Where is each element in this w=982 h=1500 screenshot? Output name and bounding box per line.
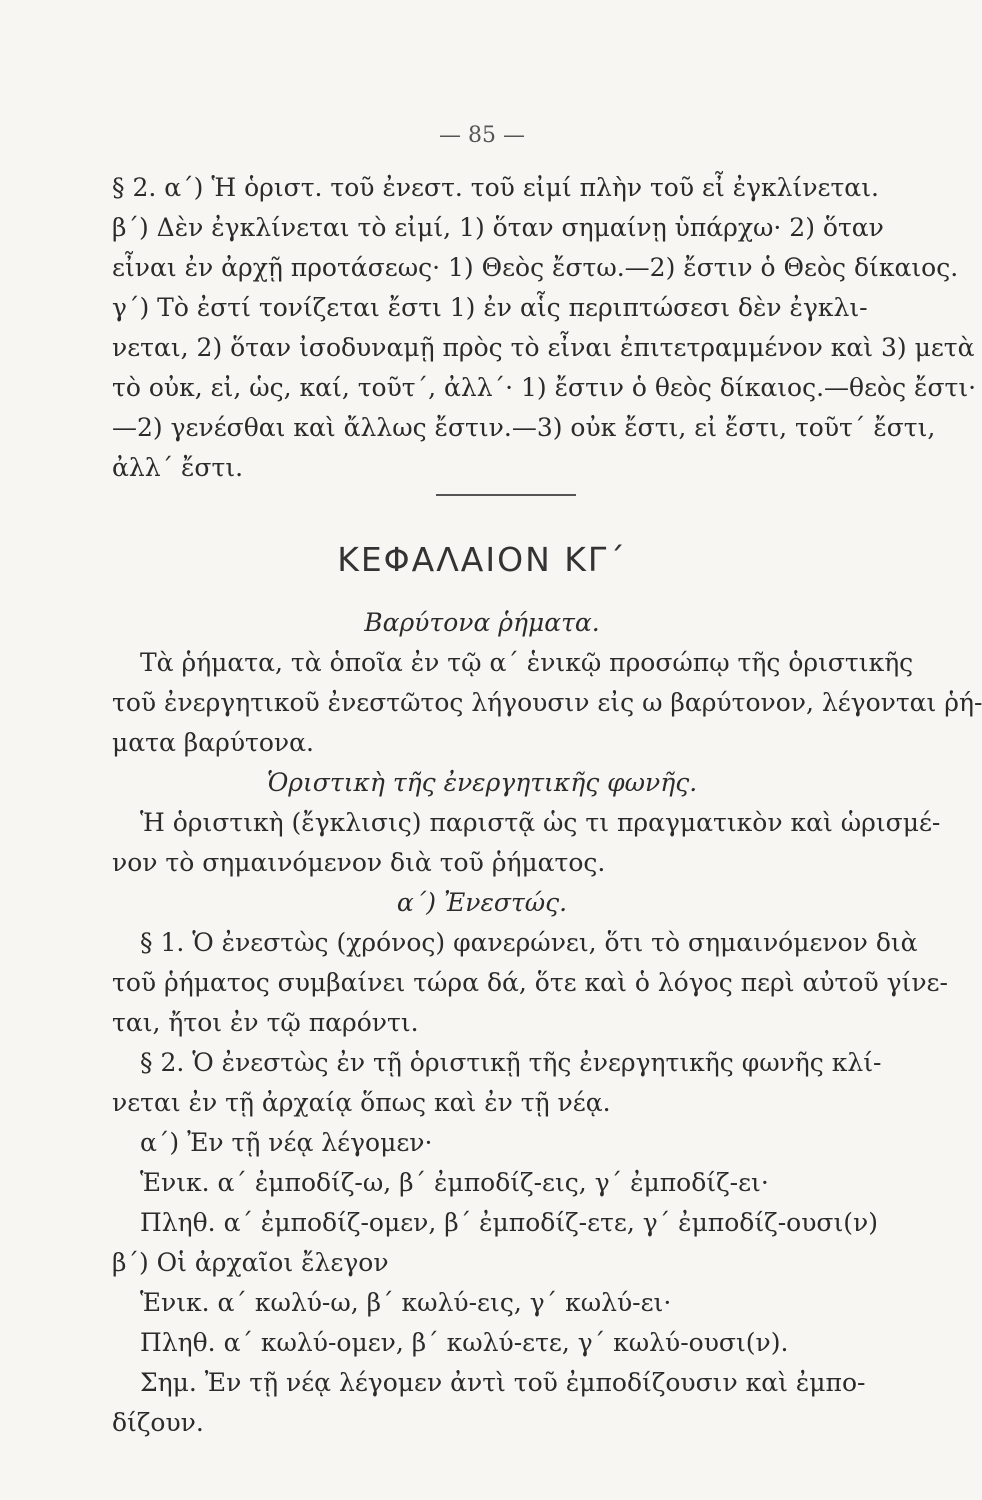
text-line: τοῦ ῥήματος συμβαίνει τώρα δά, ὅτε καὶ ὁ λόγος περὶ αὐτοῦ γίνε-: [112, 968, 948, 997]
paradigm-line: Πληθ. α΄ ἐμποδίζ-ομεν, β΄ ἐμποδίζ-ετε, γ΄ ἐμποδίζ-ουσι(ν): [140, 1208, 878, 1237]
section-divider: [436, 494, 576, 496]
page-number: — 85 —: [439, 123, 525, 148]
text-line: ται, ἤτοι ἐν τῷ παρόντι.: [112, 1008, 419, 1037]
chapter-subtitle: Βαρύτονα ῥήματα.: [364, 608, 600, 637]
text-line: β΄) Δὲν ἐγκλίνεται τὸ εἰμί, 1) ὅταν σημαίνῃ ὑπάρχω· 2) ὅταν: [112, 213, 884, 242]
note-line: δίζουν.: [112, 1408, 204, 1437]
text-line: εἶναι ἐν ἀρχῇ προτάσεως· 1) Θεὸς ἔστω.—2) ἔστιν ὁ Θεὸς δίκαιος.: [112, 253, 959, 282]
text-line: § 2. Ὁ ἐνεστὼς ἐν τῇ ὁριστικῇ τῆς ἐνεργητικῆς φωνῆς κλί-: [140, 1048, 882, 1077]
paradigm-line: α΄) Ἐν τῇ νέᾳ λέγομεν·: [140, 1128, 433, 1157]
text-line: ἀλλ΄ ἔστι.: [112, 453, 244, 482]
text-line: § 1. Ὁ ἐνεστὼς (χρόνος) φανερώνει, ὅτι τὸ σημαινόμενον διὰ: [140, 928, 918, 957]
paradigm-line: Ἑνικ. α΄ κωλύ-ω, β΄ κωλύ-εις, γ΄ κωλύ-ει·: [140, 1288, 672, 1317]
section-heading: Ὁριστικὴ τῆς ἐνεργητικῆς φωνῆς.: [266, 768, 698, 797]
text-line: § 2. α΄) Ἡ ὁριστ. τοῦ ἐνεστ. τοῦ εἰμί πλὴν τοῦ εἶ ἐγκλίνεται.: [112, 173, 879, 202]
text-line: τὸ οὐκ, εἰ, ὡς, καί, τοῦτ΄, ἀλλ΄· 1) ἔστιν ὁ θεὸς δίκαιος.—θεὸς ἔστι·: [112, 373, 977, 402]
paradigm-line: Ἑνικ. α΄ ἐμποδίζ-ω, β΄ ἐμποδίζ-εις, γ΄ ἐμποδίζ-ει·: [140, 1168, 769, 1197]
paradigm-line: Πληθ. α΄ κωλύ-ομεν, β΄ κωλύ-ετε, γ΄ κωλύ-ουσι(ν).: [140, 1328, 789, 1357]
text-line: νεται, 2) ὅταν ἰσοδυναμῇ πρὸς τὸ εἶναι ἐπιτετραμμένον καὶ 3) μετὰ: [112, 333, 975, 362]
text-line: ματα βαρύτονα.: [112, 728, 314, 757]
text-line: Ἡ ὁριστικὴ (ἔγκλισις) παριστᾷ ὡς τι πραγματικὸν καὶ ὡρισμέ-: [140, 808, 941, 837]
text-line: γ΄) Τὸ ἐστί τονίζεται ἔστι 1) ἐν αἷς περιπτώσεσι δὲν ἐγκλι-: [112, 293, 868, 322]
chapter-title: ΚΕΦΑΛΑΙΟΝ ΚΓ΄: [337, 540, 627, 579]
note-line: Σημ. Ἐν τῇ νέᾳ λέγομεν ἀντὶ τοῦ ἐμποδίζουσιν καὶ ἐμπο-: [140, 1368, 866, 1397]
paradigm-line: β΄) Οἱ ἀρχαῖοι ἔλεγον: [112, 1248, 389, 1277]
text-line: νεται ἐν τῇ ἀρχαίᾳ ὅπως καὶ ἐν τῇ νέᾳ.: [112, 1088, 611, 1117]
text-line: Τὰ ῥήματα, τὰ ὁποῖα ἐν τῷ α΄ ἑνικῷ προσώπῳ τῆς ὁριστικῆς: [140, 648, 914, 677]
subsection-heading: α΄) Ἐνεστώς.: [396, 888, 568, 917]
text-line: τοῦ ἐνεργητικοῦ ἐνεστῶτος λήγουσιν εἰς ω βαρύτονον, λέγονται ῥή-: [112, 688, 982, 717]
text-line: νον τὸ σημαινόμενον διὰ τοῦ ῥήματος.: [112, 848, 606, 877]
text-line: —2) γενέσθαι καὶ ἄλλως ἔστιν.—3) οὐκ ἔστι, εἰ ἔστι, τοῦτ΄ ἔστι,: [112, 413, 936, 442]
